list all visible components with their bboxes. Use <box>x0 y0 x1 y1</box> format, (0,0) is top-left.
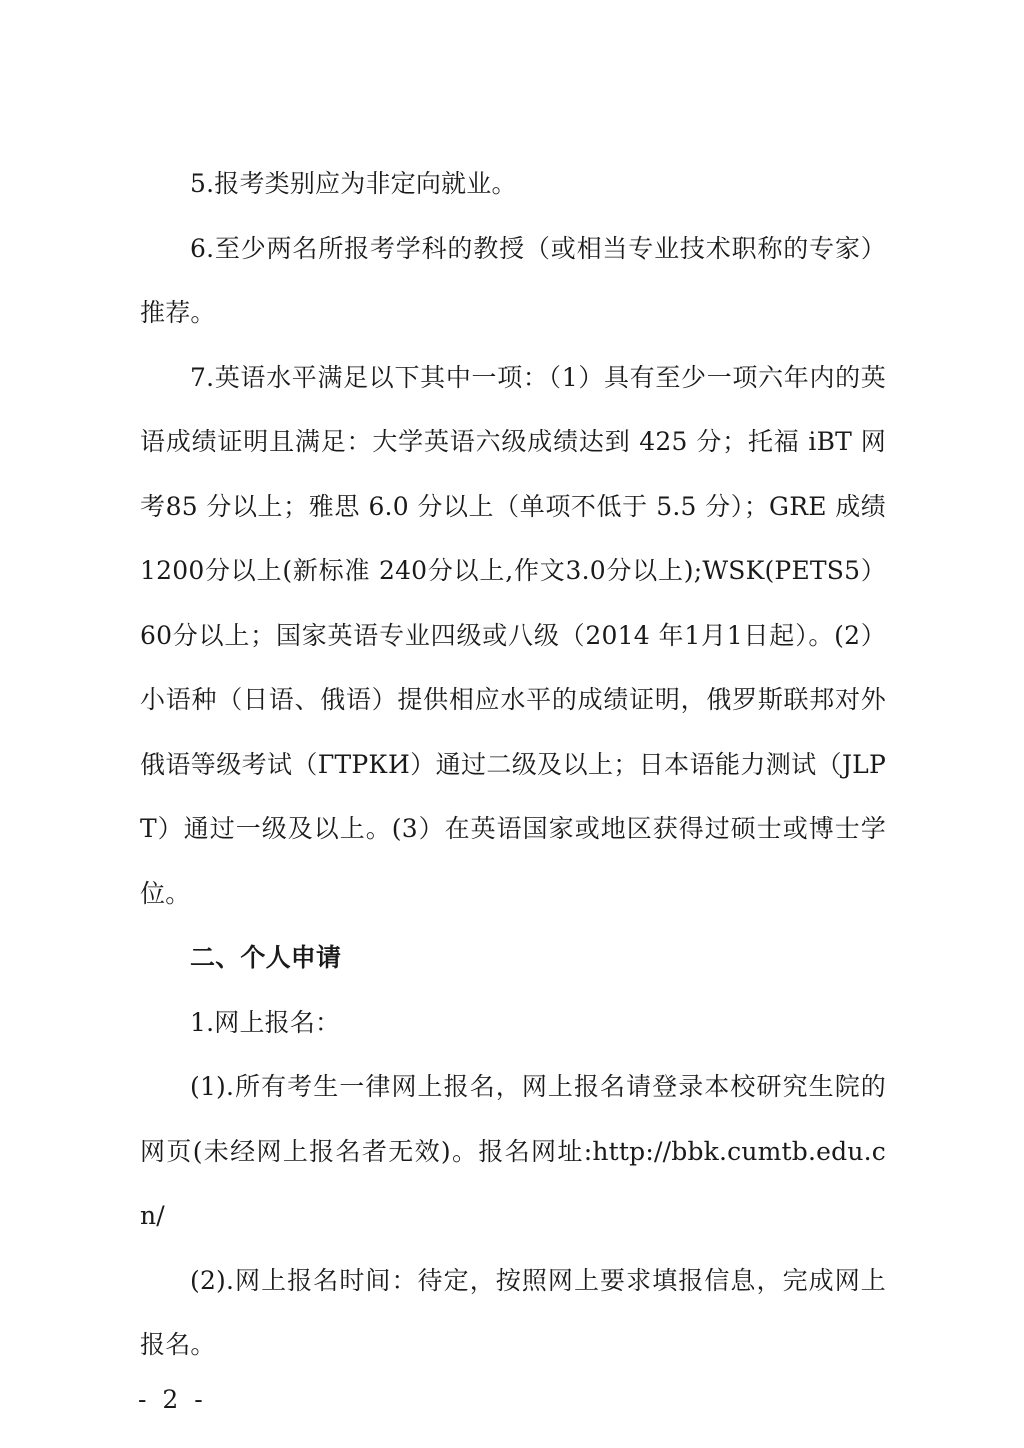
paragraph-registration-website: (1).所有考生一律网上报名，网上报名请登录本校研究生院的网页(未经网上报名者无效)。报名网址:http://bbk.cumtb.edu.cn/ <box>140 1072 886 1230</box>
section-heading-personal-application: 二、个人申请 <box>190 943 342 972</box>
paragraph-requirement-7: 7.英语水平满足以下其中一项：（1）具有至少一项六年内的英语成绩证明且满足：大学英语六级成绩达到 425 分；托福 iBT 网考85 分以上；雅思 6.0 分以上（单项不低于 5.5 分）；GRE 成绩 1200分以上(新标准 240分以上,作文3.0分以上);WSK(PETS5）60分以上；国家英语专业四级或八级（2014 年1月1日起）。(2）小语种（日语、俄语）提供相应水平的成绩证明，俄罗斯联邦对外俄语等级考试（ГТРКИ）通过二级及以上；日本语能力测试（JLPT）通过一级及以上。(3）在英语国家或地区获得过硕士或博士学位。 <box>140 362 886 908</box>
paragraph-requirement-5: 5.报考类别应为非定向就业。 <box>190 169 517 198</box>
paragraph-requirement-6: 6.至少两名所报考学科的教授（或相当专业技术职称的专家）推荐。 <box>140 233 886 327</box>
paragraph-online-registration: 1.网上报名： <box>190 1007 341 1037</box>
document-body <box>140 152 886 1378</box>
paragraph-registration-time: (2).网上报名时间：待定，按照网上要求填报信息，完成网上报名。 <box>140 1265 886 1359</box>
page-number: - 2 - <box>138 1385 207 1414</box>
